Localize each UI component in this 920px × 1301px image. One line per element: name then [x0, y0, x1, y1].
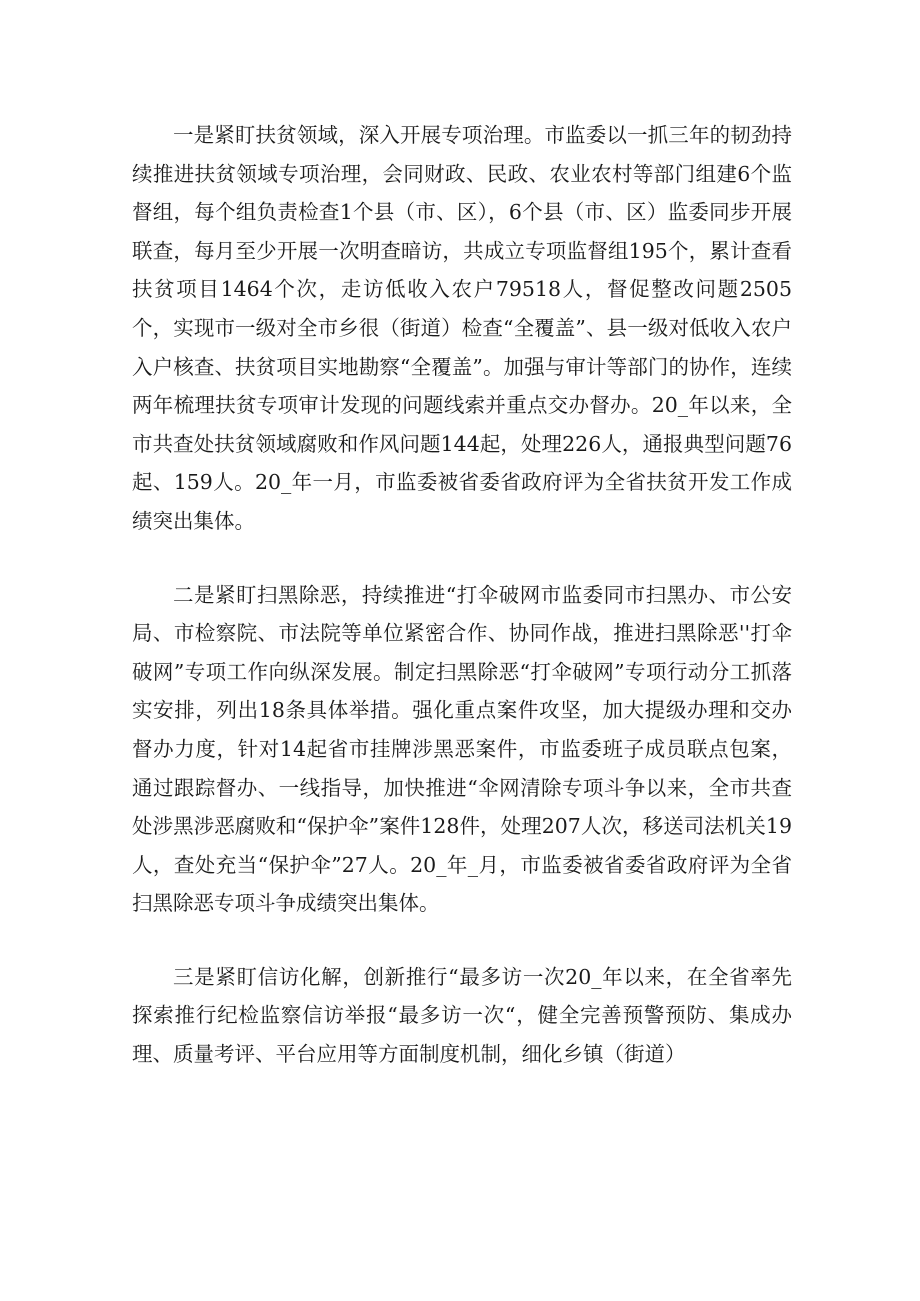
- document-body: [132, 116, 792, 1074]
- paragraph-poverty-alleviation: 一是紧盯扶贫领域，深入开展专项治理。市监委以一抓三年的韧劲持续推进扶贫领域专项治理，会同财政、民政、农业农村等部门组建6个监督组，每个组负责检查1个县（市、区），6个县（市、区）监委同步开展联查，每月至少开展一次明查暗访，共成立专项监督组195个，累计查看扶贫项目1464个次，走访低收入农户79518人，督促整改问题2505个，实现市一级对全市乡很（街道）检查“全覆盖”、县一级对低收入农户入户核查、扶贫项目实地勘察“全覆盖”。加强与审计等部门的协作，连续两年梳理扶贫专项审计发现的问题线索并重点交办督办。20_年以来，全市共查处扶贫领域腐败和作风问题144起，处理226人，通报典型问题76起、159人。20_年一月，市监委被省委省政府评为全省扶贫开发工作成绩突出集体。: [132, 123, 792, 533]
- paragraph-petition: 三是紧盯信访化解，创新推行“最多访一次20_年以来，在全省率先探索推行纪检监察信访举报“最多访一次“，健全完善预警预防、集成办理、质量考评、平台应用等方面制度机制，细化乡镇（街道）: [132, 964, 792, 1067]
- paragraph-anti-crime: 二是紧盯扫黑除恶，持续推进“打伞破网市监委同市扫黑办、市公安局、市检察院、市法院等单位紧密合作、协同作战，推进扫黑除恶''打伞破网”专项工作向纵深发展。制定扫黑除恶“打伞破网”专项行动分工抓落实安排，列出18条具体举措。强化重点案件攻坚，加大提级办理和交办督办力度，针对14起省市挂牌涉黑恶案件，市监委班子成员联点包案，通过跟踪督办、一线指导，加快推进“伞网清除专项斗争以来，全市共查处涉黑涉恶腐败和“保护伞”案件128件，处理207人次，移送司法机关19人，查处充当“保护伞”27人。20_年_月，市监委被省委省政府评为全省扫黑除恶专项斗争成绩突出集体。: [132, 582, 792, 916]
